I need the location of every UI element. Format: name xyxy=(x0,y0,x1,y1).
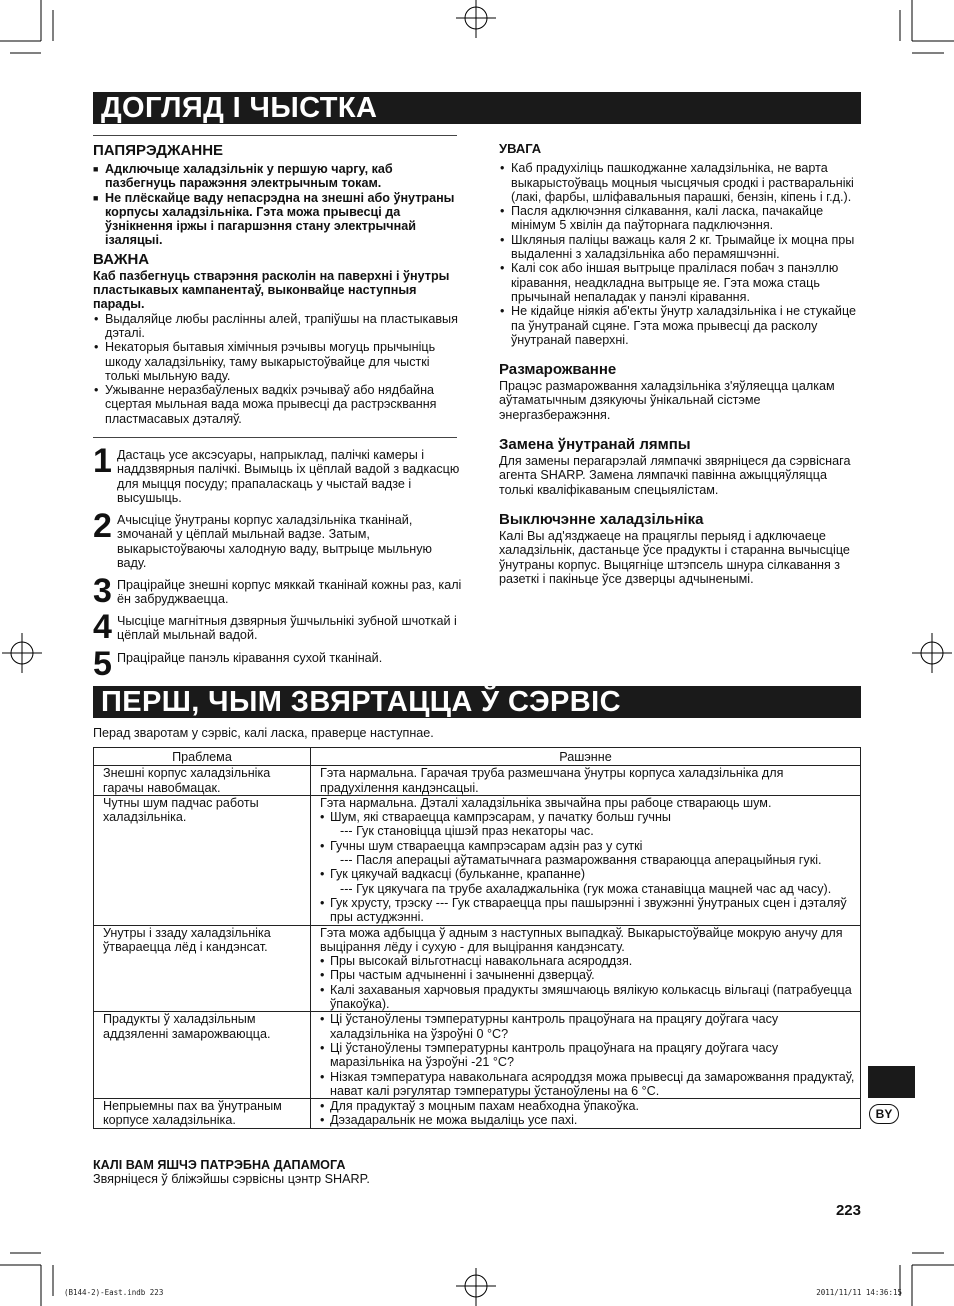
warning-heading: ПАПЯРЭДЖАННЕ xyxy=(93,142,224,159)
important-intro: Каб пазбегнуць стварэння расколін на паверхні і ўнутры пластыкавых кампанентаў, выконвайце наступныя парады. xyxy=(93,268,450,312)
defrost-text: Працэс размарожвання халадзільніка з'яўляецца цалкам аўтаматычным дзякуючы ўнікальнай сістэме энергазберажэння. xyxy=(499,379,835,422)
list-item: • Каб прадухіліць пашкоджанне халадзільніка, не варта выкарыстоўваць моцныя чысцячыя сродкі і растваральнікі (лакі, фарбы, шліфавальныя парашкі, бензін, кіпень і г.д.). xyxy=(499,161,863,204)
footer-file: (B144-2)-East.indb 223 xyxy=(64,1288,164,1297)
switch-off-heading: Выключэнне халадзільніка xyxy=(499,510,704,528)
step-text: Працірайце знешні корпус мяккай тканінай кожны раз, калі ён забруджваецца. xyxy=(117,578,462,607)
list-item: • Пры высокай вільготнасці навакольнага асяроддзя. xyxy=(320,954,856,968)
solution-point: Шум, які ствараецца кампрэсарам, у пачатку больш гучны xyxy=(330,810,671,825)
caution-heading: УВАГА xyxy=(499,141,542,156)
solution-point: Гук хрусту, трэску --- Гук ствараецца пры пашырэнні і звужэнні ўнутраных сцен і дэталяў пры астуджэнні. xyxy=(330,895,847,925)
list-item: • Калі захаваныя харчовыя прадукты змяшчаюць вялікую колькасць вільгаці (патрабуецца ўпакоўка). xyxy=(320,983,856,1012)
solution-list xyxy=(320,1099,856,1128)
solution-lead: Гэта нармальна. Дэталі халадзільніка звычайна пры рабоце ствараюць шум. xyxy=(320,795,772,810)
list-item: • Некаторыя бытавыя хімічныя рэчывы могуць прычыніць шкоду халадзільніку, таму выкарыстоўвайце для чысткі толькі мыльную ваду. xyxy=(93,340,461,383)
service-intro: Перад зваротам у сэрвіс, калі ласка, праверце наступнае. xyxy=(93,726,434,740)
list-item: • Шкляныя паліцы важаць каля 2 кг. Трымайце іх моцна пры выдаленні з халадзільніка або перамяшчэнні. xyxy=(499,233,863,262)
list-item: • Ці ўстаноўлены тэмпературны кантроль працоўнага на працягу доўгага часу халадзільніка на ўзроўні 0 °C? xyxy=(320,1012,856,1041)
list-item xyxy=(320,896,856,925)
column-header-problem: Праблема xyxy=(94,748,311,766)
defrost-heading: Размарожванне xyxy=(499,361,617,379)
list-item xyxy=(320,867,856,896)
footer-timestamp: 2011/11/11 14:36:15 xyxy=(816,1288,902,1297)
solution-cell xyxy=(311,925,861,1012)
step-4 xyxy=(93,608,463,646)
important-list xyxy=(93,312,461,426)
list-item: • Дэзадаральнік не можа выдаліць усе пахі. xyxy=(320,1113,856,1127)
step-1 xyxy=(93,442,463,505)
help-block xyxy=(93,1158,593,1187)
step-text: Працірайце панэль кіравання сухой тканінай. xyxy=(117,651,383,665)
list-item: • Ці ўстаноўлены тэмпературны кантроль працоўнага на працягу доўгага часу маразільніка на ўзроўні -21 °C? xyxy=(320,1041,856,1070)
care-title: ДОГЛЯД І ЧЫСТКА xyxy=(93,92,861,124)
caution-list xyxy=(499,161,863,347)
step-text: Ачысціце ўнутраны корпус халадзільніка тканінай, змочанай у цёплай мыльнай вадзе. Затым, выкарыстоўваючы халодную ваду, вытрыце мыльную ваду. xyxy=(117,513,432,570)
list-item: ■ Не плёскайце ваду непасрэдна на знешні або ўнутраны корпусы халадзільніка. Гэта можа прывесці да ўзнікнення іржы і пагаршэння стану электрычнай ізаляцыі. xyxy=(93,191,461,248)
solution-cell xyxy=(311,795,861,925)
problem-cell: Непрыемны пах ва ўнутраным корпусе халадзільніка. xyxy=(94,1099,311,1129)
table-row xyxy=(94,1012,861,1099)
solution-point: Гучны шум ствараецца кампрэсарам адзін раз у суткі xyxy=(330,838,643,853)
switch-off-text: Калі Вы ад'язджаеце на працяглы перыяд і адключаеце халадзільнік, дастаньце ўсе прадукты і старанна вычысціце ўнутраны корпус. Выцягніце штэпсель шнура сілкавання з разеткі і пакіньце ўсе дзверцы адчыненымі. xyxy=(499,528,850,586)
solution-subpoint: --- Пасля аперацыі аўтаматычнага размарожвання ствараюцца аперацыйныя гукі. xyxy=(340,853,822,868)
list-item: • Ужыванне неразбаўленых вадкіх рэчываў або нядбайна сцертая мыльная вада можа прывесці да растрэсквання пластмасавых дэталяў. xyxy=(93,383,461,426)
list-item: • Пры частым адчыненні і зачыненні дзверцаў. xyxy=(320,968,856,982)
warning-block xyxy=(93,142,461,426)
step-text: Дастаць усе аксэсуары, напрыклад, палічкі камеры і наддзвярныя палічкі. Вымыць іх цёплай вадой з вадкасцю для мыцця посуду; прапаласкаць у чыстай вадзе і высушыць. xyxy=(117,448,460,505)
list-item: • Калі сок або іншая вытрыце пралілася побач з панэллю кіравання, неадкладна вытрыце яе. Гэта можа стаць прычынай непаладак у панэлі кіравання. xyxy=(499,261,863,304)
troubleshooting-table xyxy=(93,747,861,1129)
solution-subpoint: --- Гук цякучага па трубе ахаладжальніка (гук можа станавіцца мацней час ад часу). xyxy=(340,881,832,896)
table-row xyxy=(94,925,861,1012)
column-header-solution: Рашэнне xyxy=(311,748,861,766)
table-header-row xyxy=(94,748,861,766)
list-item: • Нізкая тэмпература навакольнага асяроддзя можа прывесці да замарожвання прадуктаў, нават калі рэгулятар тэмпературы ўстаноўлены на 6 °C. xyxy=(320,1070,856,1099)
help-heading: КАЛІ ВАМ ЯШЧЭ ПАТРЭБНА ДАПАМОГА xyxy=(93,1158,346,1172)
solution-list xyxy=(320,1012,856,1098)
solution-point: Гук цякучай вадкасці (бульканне, крапанне) xyxy=(330,867,586,882)
language-badge: BY xyxy=(869,1104,899,1124)
step-text: Чысціце магнітныя дзвярныя ўшчыльнікі зубной шчоткай і цёплай мыльнай вадой. xyxy=(117,614,457,643)
problem-cell: Унутры і ззаду халадзільніка ўтвараецца лёд і кандэнсат. xyxy=(94,925,311,1012)
problem-cell: Прадукты ў халадзільным аддзяленні замарожваюцца. xyxy=(94,1012,311,1099)
service-title: ПЕРШ, ЧЫМ ЗВЯРТАЦЦА Ў СЭРВІС xyxy=(93,686,861,718)
step-number: 5 xyxy=(93,645,112,683)
solution-subpoint: --- Гук становіцца цішэй праз некаторы час. xyxy=(340,824,594,839)
step-2 xyxy=(93,507,463,570)
lamp-heading: Замена ўнутранай лямпы xyxy=(499,436,691,454)
step-number: 3 xyxy=(93,572,112,610)
solution-lead: Гэта можа адбыцца ў адным з наступных выпадкаў. Выкарыстоўвайце мокрую анучу для выцірання лёду і сухую - для выцірання кандэнсату. xyxy=(320,925,843,954)
table-row xyxy=(94,795,861,925)
side-tab xyxy=(868,1066,915,1098)
list-item: • Выдаляйце любы раслінны алей, трапіўшы на пластыкавыя дэталі. xyxy=(93,312,461,341)
page-number: 223 xyxy=(835,1202,861,1219)
step-number: 1 xyxy=(93,442,112,480)
section-divider xyxy=(93,135,457,136)
help-text: Звярніцеся ў бліжэйшы сэрвісны цэнтр SHARP. xyxy=(93,1172,370,1187)
solution-lead: Гэта нармальна. Гарачая труба размешчана ўнутры корпуса халадзільніка для прадухілення кандэнсацыі. xyxy=(320,766,784,795)
lamp-text: Для замены перагарэлай лямпачкі звярніцеся да сэрвіснага агента SHARP. Замена лямпачкі павінна ажыццяўляцца толькі кваліфікаваным спецыялістам. xyxy=(499,454,851,497)
list-item: • Для прадуктаў з моцным пахам неабходна ўпакоўка. xyxy=(320,1099,856,1113)
list-item xyxy=(320,839,856,868)
table-row xyxy=(94,1099,861,1129)
list-item: • Не кідайце ніякія аб'екты ўнутр халадзільніка і не стукайце па ўнутранай сцяне. Гэта можа прывесці да расколу ўнутранай паверхні. xyxy=(499,304,863,347)
step-number: 4 xyxy=(93,608,112,646)
solution-cell xyxy=(311,1099,861,1129)
list-item: • Пасля адключэння сілкавання, калі ласка, пачакайце мінімум 5 хвілін да паўторнага падключэння. xyxy=(499,204,863,233)
solution-list xyxy=(320,954,856,1011)
warning-list xyxy=(93,162,461,248)
step-number: 2 xyxy=(93,507,112,545)
step-5 xyxy=(93,645,463,683)
problem-cell: Чутны шум падчас работы халадзільніка. xyxy=(94,795,311,925)
solution-list xyxy=(320,810,856,924)
list-item xyxy=(320,810,856,839)
important-heading: ВАЖНА xyxy=(93,250,150,268)
section-divider xyxy=(93,437,457,438)
solution-cell xyxy=(311,766,861,796)
solution-cell xyxy=(311,1012,861,1099)
right-column xyxy=(499,142,863,586)
table-row xyxy=(94,766,861,796)
problem-cell: Знешні корпус халадзільніка гарачы навобмацак. xyxy=(94,766,311,796)
list-item: ■ Адключыце халадзільнік у першую чаргу, каб пазбегнуць паражэння электрычным токам. xyxy=(93,162,461,191)
step-3 xyxy=(93,572,463,610)
